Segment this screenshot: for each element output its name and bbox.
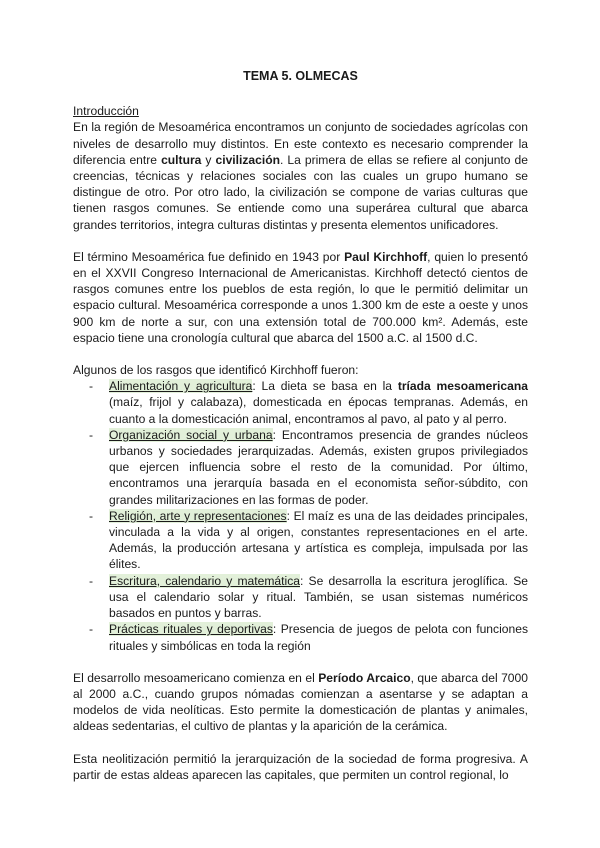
intro-heading-text: Introducción bbox=[73, 104, 139, 119]
list-dash: - bbox=[89, 622, 94, 637]
traits-list bbox=[73, 378, 528, 653]
list-item bbox=[73, 378, 528, 427]
paragraph-intro bbox=[73, 119, 528, 232]
p4-text-1: Esta neolitización permitió la jerarquización de la sociedad de forma progresiva. A partir de estas aldeas aparecen las capitales, que permiten un control regional, lo bbox=[73, 751, 528, 782]
term-cultura: cultura bbox=[161, 152, 202, 167]
trait-label: Escritura, calendario y matemática bbox=[109, 573, 300, 588]
list-dash: - bbox=[89, 379, 94, 394]
term-triada: tríada mesoamericana bbox=[397, 379, 528, 394]
list-item bbox=[73, 621, 528, 653]
spacer bbox=[73, 233, 528, 249]
p3-text-1: El desarrollo mesoamericano comienza en el bbox=[73, 670, 319, 685]
spacer bbox=[73, 654, 528, 670]
list-intro: Algunos de los rasgos que identificó Kirchhoff fueron: bbox=[73, 363, 359, 378]
p1-text-1: En la región de Mesoamérica encontramos un conjunto de sociedades agrícolas con niveles de desarrollo muy distintos. En este contexto es necesario comprender la diferencia entre bbox=[73, 120, 528, 167]
paragraph-neolitizacion bbox=[73, 751, 528, 783]
p2-text-1: El término Mesoamérica fue definido en 1943 por bbox=[73, 249, 345, 264]
paragraph-kirchhoff bbox=[73, 249, 528, 346]
list-item bbox=[73, 573, 528, 622]
trait-label: Alimentación y agricultura bbox=[109, 379, 253, 394]
list-dash: - bbox=[89, 427, 94, 442]
trait-label: Organización social y urbana bbox=[109, 427, 273, 442]
intro-heading bbox=[73, 103, 528, 119]
p1-text-2: y bbox=[201, 152, 216, 167]
trait-text: (maíz, frijol y calabaza), domesticada en épocas tempranas. Además, en cuanto a la domesticación animal, encontramos al pavo, al pato y al perro. bbox=[109, 395, 528, 426]
trait-text: : Presencia de juegos de pelota con funciones rituales y simbólicas en toda la región bbox=[109, 622, 528, 653]
trait-text: : Encontramos presencia de grandes núcleos urbanos y sociedades jerarquizadas. Además, existen grupos privilegiados que ejercen influencia sobre el resto de la comunidad. Por último, encontramos una jerarquía basada en el economista señor-súbdito, con grandes militarizaciones en las formas de poder. bbox=[109, 427, 528, 507]
term-periodo-arcaico: Período Arcaico bbox=[318, 670, 411, 685]
trait-text: : El maíz es una de las deidades principales, vinculada a la vida y al origen, constantes representaciones en el arte. Además, la producción artesana y artística es compleja, impulsada por las élites. bbox=[109, 508, 528, 572]
p3-text-2: , que abarca del 7000 al 2000 a.C., cuando grupos nómadas comienzan a asentarse y se adaptan a modelos de vida neolíticas. Esto permite la domesticación de plantas y animales, aldeas sedentarias, el cultivo de plantas y la aparición de la cerámica. bbox=[73, 670, 528, 734]
p1-text-3: . La primera de ellas se refiere al conjunto de creencias, técnicas y relaciones sociales con las cuales un grupo humano se distingue de otro. Por otro lado, la civilización se compone de varias culturas que tienen rasgos comunes. Se entiende como una superárea cultural que abarca grandes territorios, integra culturas distintas y presenta elementos unificadores. bbox=[73, 152, 528, 232]
document-title: TEMA 5. OLMECAS bbox=[243, 69, 358, 83]
list-dash: - bbox=[89, 508, 94, 523]
trait-text: : Se desarrolla la escritura jeroglífica. Se usa el calendario solar y ritual. También, se usan sistemas numéricos basados en puntos y barras. bbox=[109, 573, 528, 621]
spacer bbox=[73, 735, 528, 751]
list-dash: - bbox=[89, 573, 94, 588]
trait-label: Religión, arte y representaciones bbox=[109, 508, 287, 523]
list-item bbox=[73, 508, 528, 573]
paragraph-arcaico bbox=[73, 670, 528, 735]
term-paul-kirchhoff: Paul Kirchhoff bbox=[344, 249, 428, 264]
trait-text: : La dieta se basa en la bbox=[252, 379, 398, 394]
list-item bbox=[73, 427, 528, 508]
p2-text-2: , quien lo presentó en el XXVII Congreso Internacional de Americanistas. Kirchhoff detectó cientos de rasgos comunes entre los pueblos de esta región, lo que le permitió delimitar un espacio cultural. Mesoamérica corresponde a unos 1.300 km de este a oeste y unos 900 km de norte a sur, con una extensión total de 700.000 km². Además, este espacio tiene una cronología cultural que abarca del 1500 a.C. al 1500 d.C. bbox=[73, 249, 528, 345]
term-civilizacion: civilización bbox=[215, 152, 281, 167]
spacer bbox=[73, 346, 528, 362]
trait-label: Prácticas rituales y deportivas bbox=[109, 622, 273, 637]
